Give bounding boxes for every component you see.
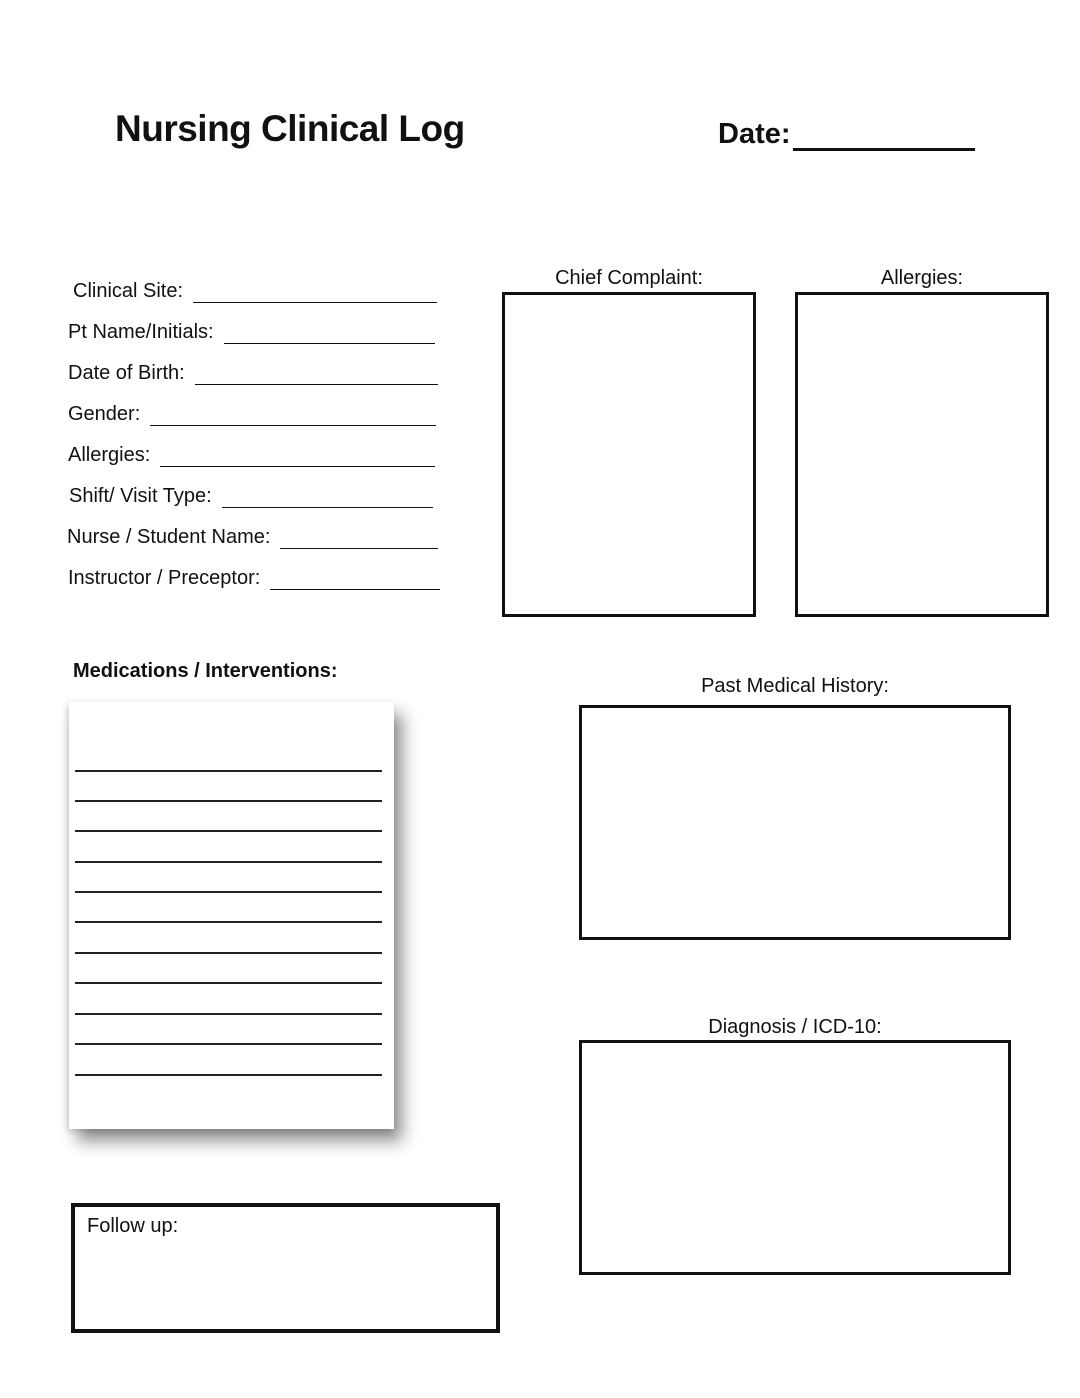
follow-up-label: Follow up: bbox=[87, 1215, 179, 1237]
medication-line[interactable] bbox=[75, 1013, 382, 1015]
allergies-line[interactable] bbox=[160, 448, 435, 467]
date-label: Date: bbox=[718, 118, 791, 150]
medication-line[interactable] bbox=[75, 891, 382, 893]
medication-line[interactable] bbox=[75, 1074, 382, 1076]
medications-notepad[interactable] bbox=[69, 702, 394, 1129]
field-label: Clinical Site: bbox=[73, 280, 184, 302]
past-medical-history-box[interactable] bbox=[579, 705, 1011, 940]
field-label: Date of Birth: bbox=[68, 362, 185, 384]
instructor-field[interactable] bbox=[68, 567, 440, 590]
medications-title: Medications / Interventions: bbox=[73, 660, 338, 682]
medication-line[interactable] bbox=[75, 952, 382, 954]
field-label: Allergies: bbox=[68, 444, 151, 466]
gender-field[interactable] bbox=[68, 403, 436, 426]
dob-field[interactable] bbox=[68, 362, 438, 385]
field-label: Instructor / Preceptor: bbox=[68, 567, 261, 589]
allergies-box[interactable] bbox=[795, 292, 1049, 617]
date-field[interactable] bbox=[718, 118, 975, 151]
shift-visit-field[interactable] bbox=[69, 485, 433, 508]
medication-line[interactable] bbox=[75, 861, 382, 863]
follow-up-box[interactable] bbox=[71, 1203, 500, 1333]
instructor-line[interactable] bbox=[270, 571, 440, 590]
chief-complaint-box[interactable] bbox=[502, 292, 756, 617]
chief-complaint-label: Chief Complaint: bbox=[555, 267, 703, 289]
dob-line[interactable] bbox=[195, 366, 438, 385]
date-line[interactable] bbox=[793, 118, 975, 151]
diagnosis-box[interactable] bbox=[579, 1040, 1011, 1275]
medication-line[interactable] bbox=[75, 800, 382, 802]
clinical-site-field[interactable] bbox=[73, 280, 437, 303]
nurse-student-field[interactable] bbox=[67, 526, 438, 549]
field-label: Pt Name/Initials: bbox=[68, 321, 214, 343]
pt-name-field[interactable] bbox=[68, 321, 435, 344]
medication-line[interactable] bbox=[75, 1043, 382, 1045]
page-title: Nursing Clinical Log bbox=[115, 108, 465, 149]
field-label: Shift/ Visit Type: bbox=[69, 485, 212, 507]
medication-line[interactable] bbox=[75, 921, 382, 923]
field-label: Gender: bbox=[68, 403, 141, 425]
diagnosis-label: Diagnosis / ICD-10: bbox=[708, 1016, 882, 1038]
medication-line[interactable] bbox=[75, 830, 382, 832]
pt-name-line[interactable] bbox=[224, 325, 435, 344]
clinical-site-line[interactable] bbox=[193, 284, 437, 303]
field-label: Nurse / Student Name: bbox=[67, 526, 271, 548]
shift-visit-line[interactable] bbox=[222, 489, 433, 508]
allergies-box-label: Allergies: bbox=[880, 267, 964, 289]
past-medical-history-label: Past Medical History: bbox=[701, 675, 889, 697]
allergies-field[interactable] bbox=[68, 444, 435, 467]
nurse-student-line[interactable] bbox=[280, 530, 438, 549]
medication-line[interactable] bbox=[75, 770, 382, 772]
medication-line[interactable] bbox=[75, 982, 382, 984]
gender-line[interactable] bbox=[150, 407, 436, 426]
